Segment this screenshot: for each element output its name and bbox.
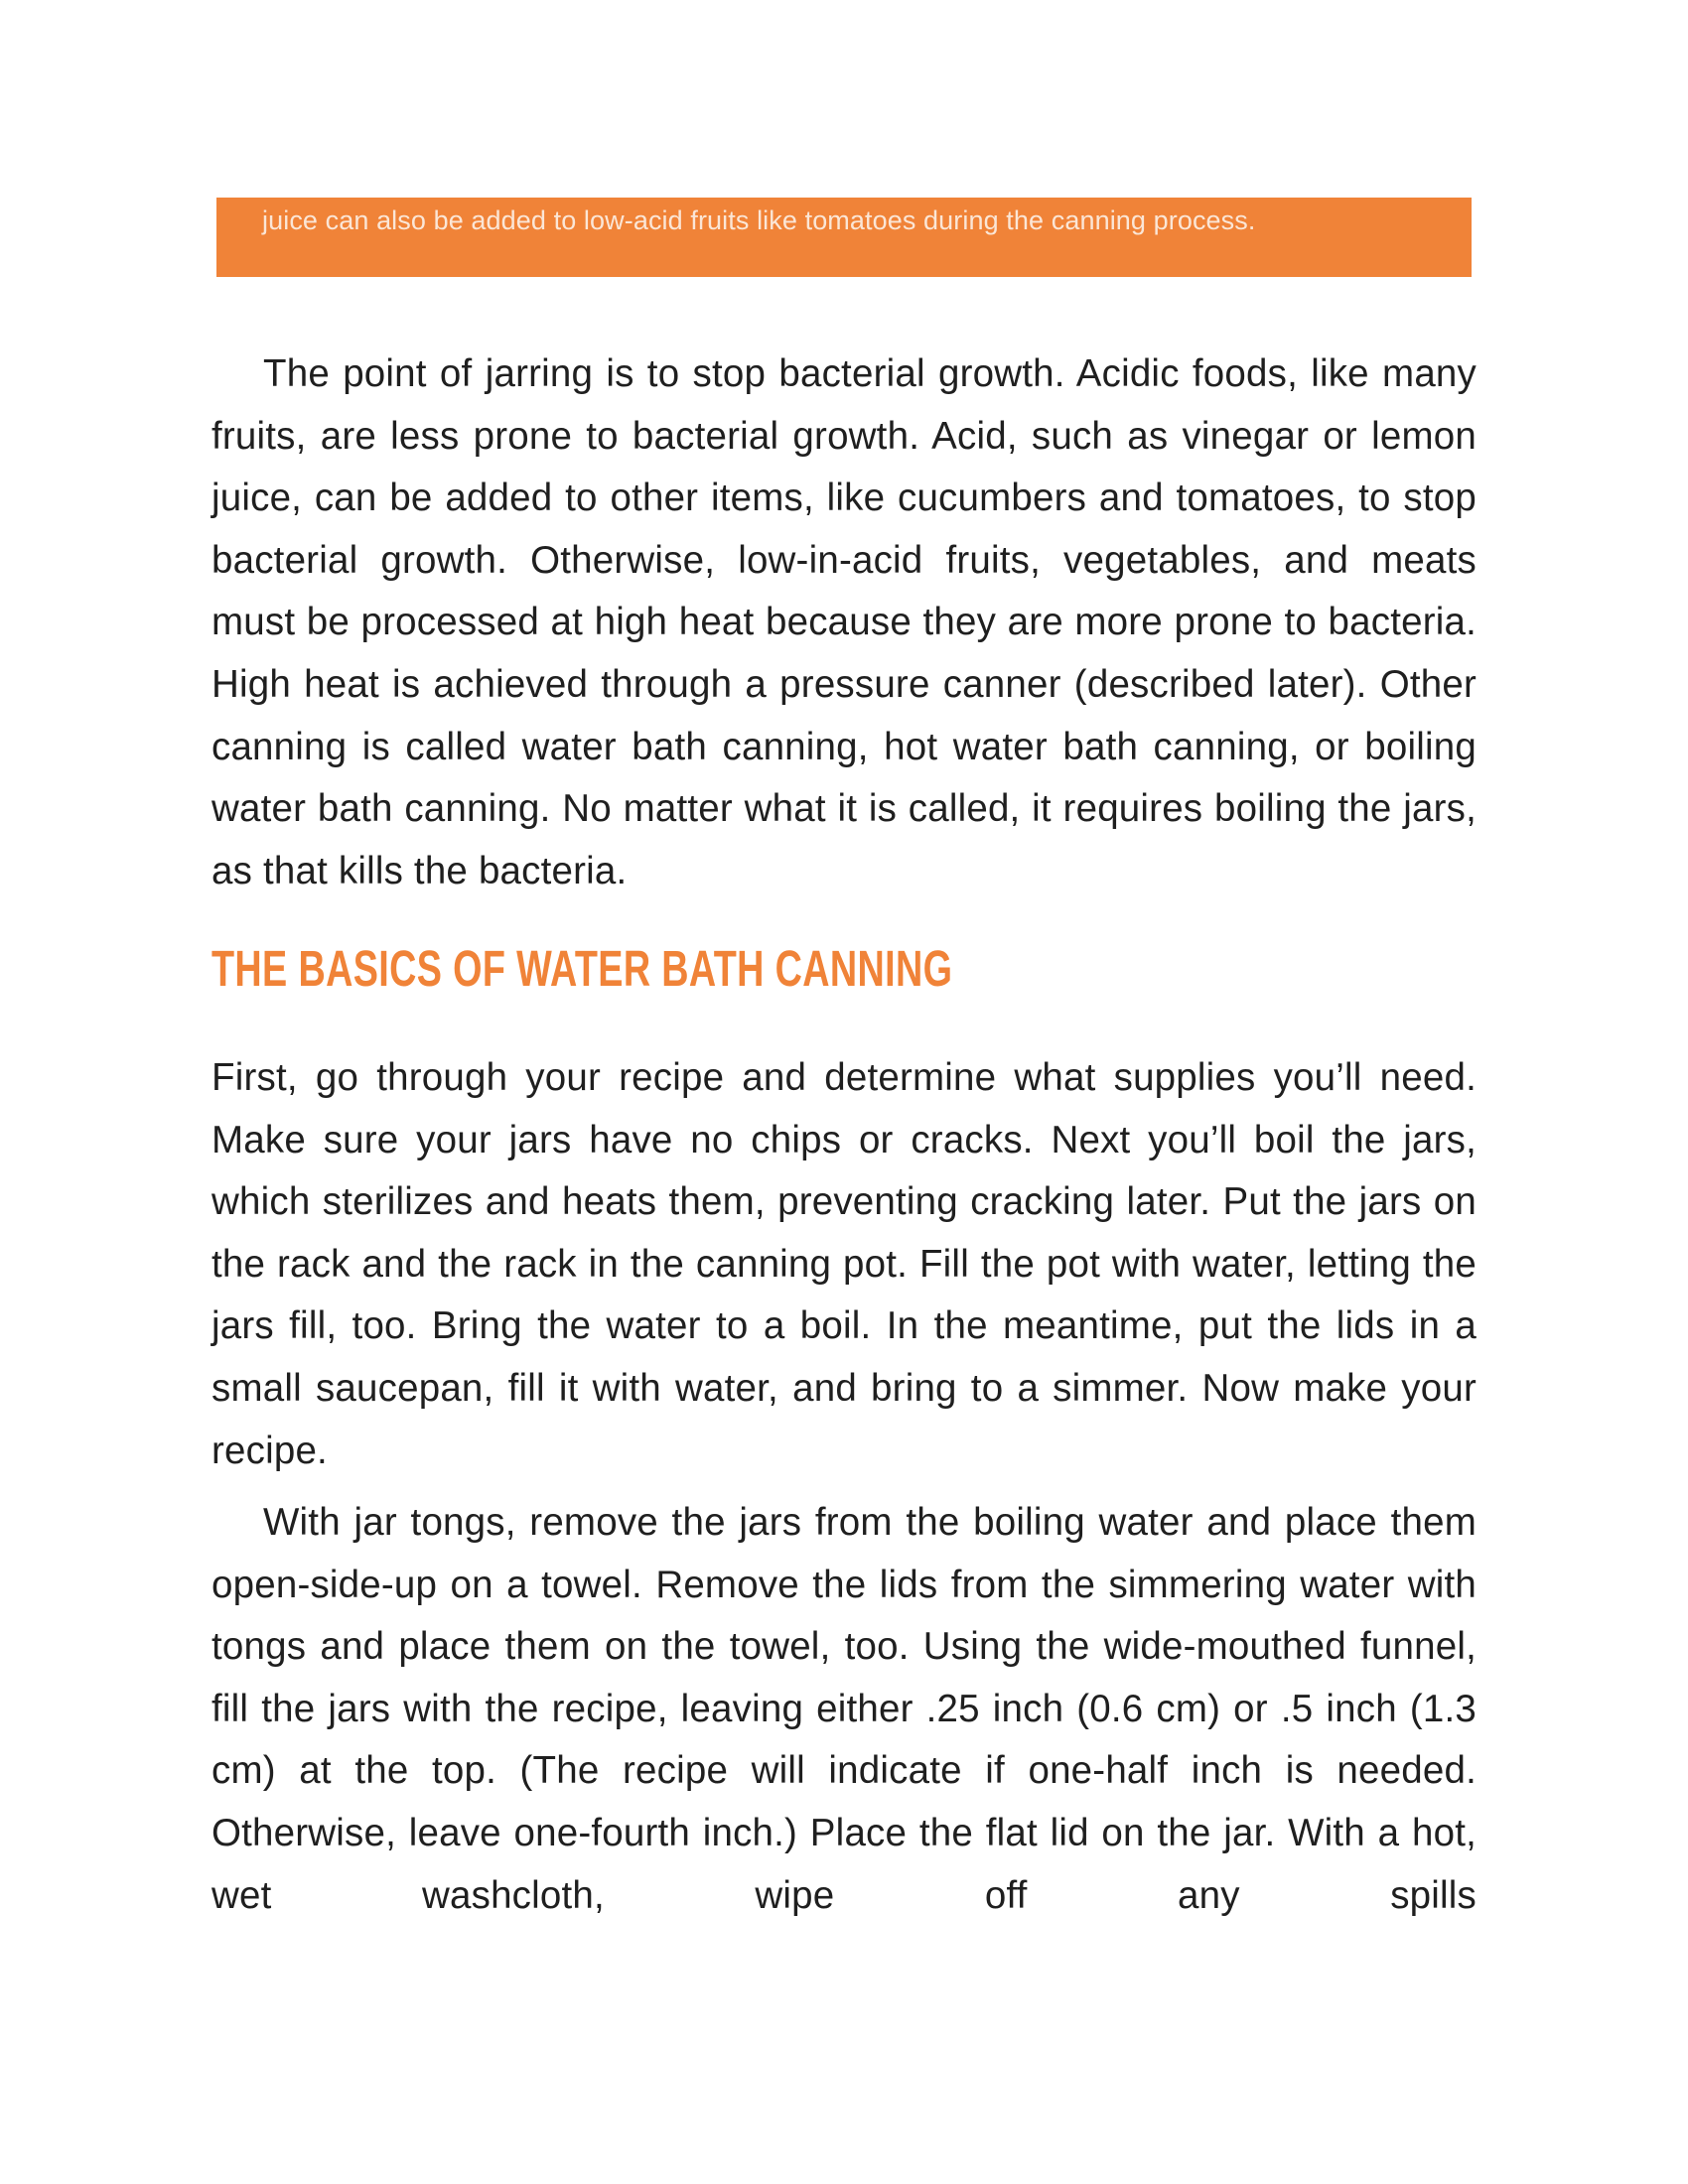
intro-paragraph: The point of jarring is to stop bacterial growth. Acidic foods, like many fruits, are less prone to bacterial growth. Acid, such as vinegar or lemon juice, can be added to other items, like cucumbers and tomatoes, to stop bacterial growth. Otherwise, low-in-acid fruits, vegetables, and meats must be processed at high heat because they are more prone to bacteria. High heat is achieved through a pressure canner (described later). Other canning is called water bath canning, hot water bath canning, or boiling water bath canning. No matter what it is called, it requires boiling the jars, as that kills the bacteria. — [211, 352, 1477, 892]
callout-banner — [216, 198, 1472, 277]
filling-jars-paragraph: With jar tongs, remove the jars from the boiling water and place them open-side-up on a towel. Remove the lids from the simmering water with tongs and place them on the towel, too. Using the wide-mouthed funnel, fill the jars with the recipe, leaving either .25 inch (0.6 cm) or .5 inch (1.3 cm) at the top. (The recipe will indicate if one-half inch is needed. Otherwise, leave one-fourth inch.) Place the flat lid on the jar. With a hot, wet washcloth, wipe off any spills — [211, 1501, 1477, 1917]
section-heading: THE BASICS OF WATER BATH CANNING — [211, 940, 953, 997]
callout-text: juice can also be added to low-acid fruits like tomatoes during the canning process. — [262, 205, 1256, 235]
supplies-paragraph: First, go through your recipe and determine what supplies you’ll need. Make sure your jars have no chips or cracks. Next you’ll boil the jars, which sterilizes and heats them, preventing cracking later. Put the jars on the rack and the rack in the canning pot. Fill the pot with water, letting the jars fill, too. Bring the water to a boil. In the meantime, put the lids in a small saucepan, fill it with water, and bring to a simmer. Now make your recipe. — [211, 1056, 1477, 1472]
